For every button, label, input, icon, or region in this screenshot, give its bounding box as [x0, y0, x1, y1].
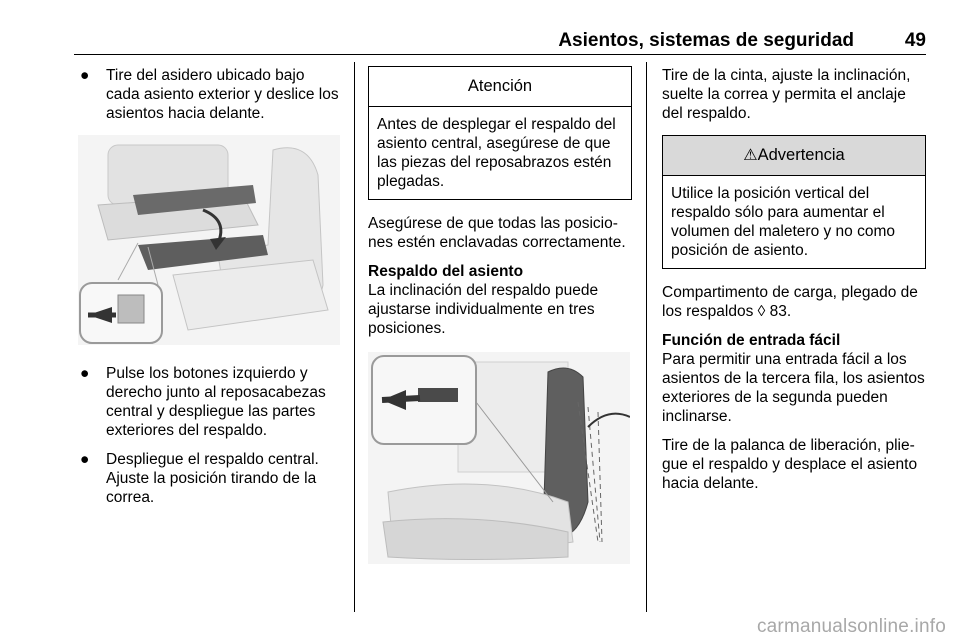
section-heading: Respaldo del asiento: [368, 263, 524, 280]
header-title: Asientos, sistemas de seguridad: [558, 30, 854, 51]
bullet-dot: ●: [80, 67, 90, 84]
bullet-dot: ●: [80, 365, 90, 382]
bullet-dot: ●: [80, 451, 90, 468]
column-2: [368, 66, 634, 569]
column-divider-1: [354, 62, 355, 612]
warning-text: Utilice la posición vertical del respaldo sólo para aumentar el volumen del maletero y no como posición de asiento.: [671, 185, 896, 259]
column-divider-2: [646, 62, 647, 612]
paragraph: La inclinación del respaldo puede ajustarse individualmente en tres posiciones.: [368, 282, 599, 337]
bullet-item: [78, 364, 342, 440]
column-1: [78, 66, 342, 507]
bullet-text: Tire del asidero ubicado bajo cada asiento exterior y deslice los asientos hacia delante.: [106, 67, 339, 122]
bullet-item: [78, 450, 342, 507]
paragraph: Tire de la palanca de liberación, pliegue el respaldo y desplace el asiento hacia delante.: [662, 437, 918, 492]
warning-title: Advertencia: [757, 146, 845, 164]
bullet-item: [78, 66, 342, 123]
section-heading: Función de entrada fácil: [662, 332, 841, 349]
paragraph: Tire de la cinta, ajuste la inclinación, suelte la correa y permita el anclaje del respaldo.: [662, 67, 911, 122]
seatback-recline-illustration: [368, 352, 630, 564]
paragraph-with-reference: [662, 283, 928, 321]
header-rule: [74, 54, 926, 55]
watermark: carmanualsonline.info: [756, 616, 946, 637]
page-reference-icon: ◊: [757, 303, 766, 320]
page-header: [74, 30, 926, 54]
paragraph-text: Compartimento de carga, plegado de los respaldos: [662, 284, 918, 320]
page-number: 49: [904, 30, 926, 51]
bullet-text: Pulse los botones izquierdo y derecho junto al reposacabezas central y despliegue las partes exteriores del respaldo.: [106, 365, 326, 439]
attention-box: [368, 66, 632, 200]
warning-box: [662, 135, 926, 269]
attention-text: Antes de desplegar el respaldo del asiento central, asegúrese de que las piezas del reposabrazos estén plegadas.: [377, 116, 616, 190]
attention-title: Atención: [369, 67, 631, 107]
warning-header: [663, 136, 925, 176]
paragraph: Para permitir una entrada fácil a los asientos de la tercera fila, los asientos exteriores de la segunda pueden inclinarse.: [662, 351, 925, 425]
warning-icon: ⚠: [743, 147, 758, 164]
paragraph: Asegúrese de que todas las posiciones estén enclavadas correctamente.: [368, 215, 626, 251]
page-reference-link[interactable]: 83.: [769, 303, 792, 320]
seat-slide-illustration: [78, 135, 340, 345]
bullet-text: Despliegue el respaldo central. Ajuste la posición tirando de la correa.: [106, 451, 319, 506]
column-3: [662, 66, 928, 493]
